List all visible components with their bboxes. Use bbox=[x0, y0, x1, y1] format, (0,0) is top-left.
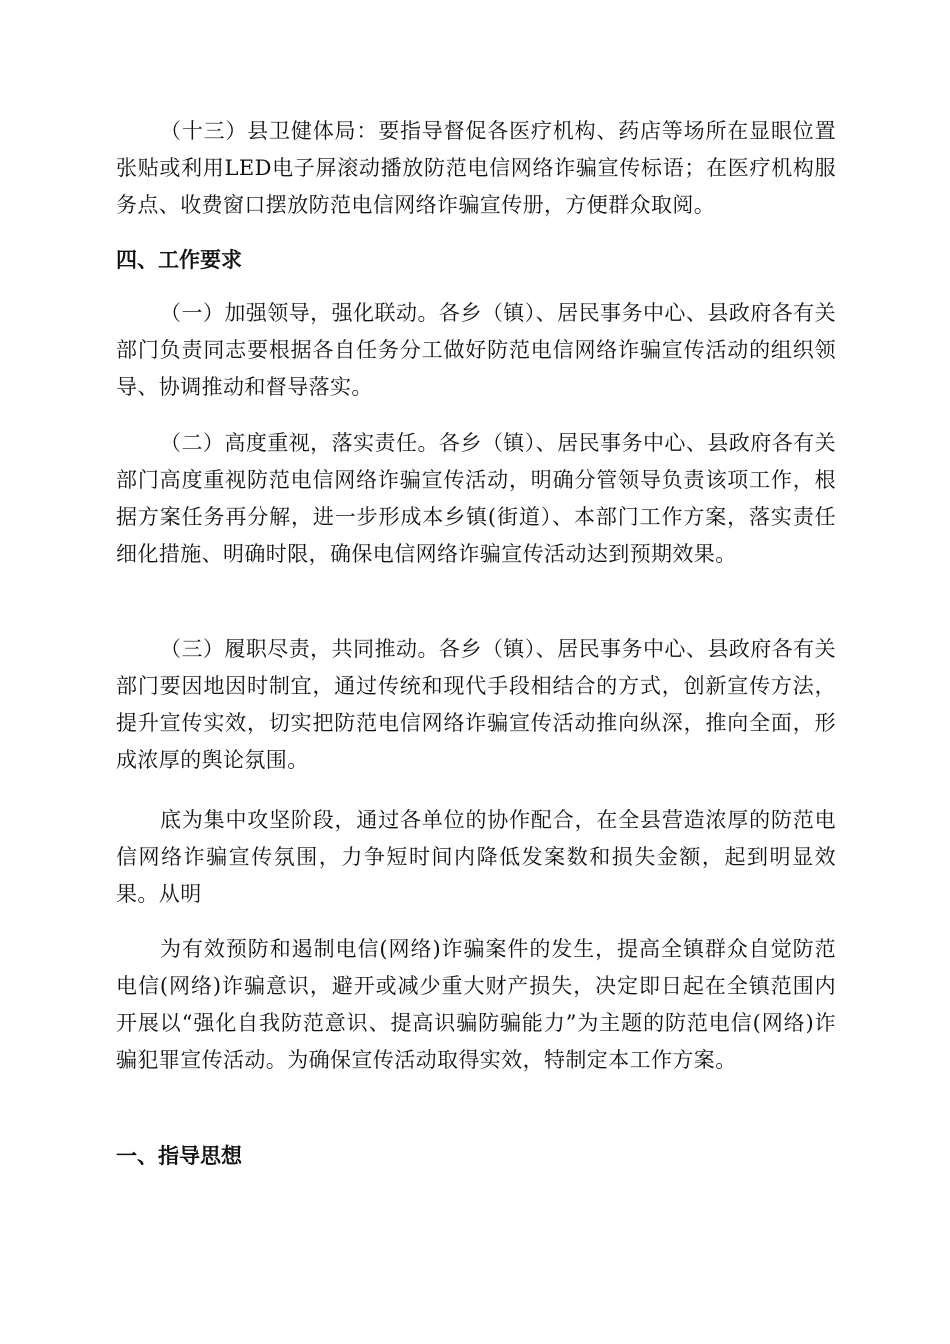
paragraph-introduction: 为有效预防和遏制电信(网络)诈骗案件的发生，提高全镇群众自觉防范电信(网络)诈骗意识，避开或减少重大财产损失，决定即日起在全镇范围内开展以“强化自我防范意识、提高识骗防骗能力”为主题的防范电信(网络)诈骗犯罪宣传活动。为确保宣传活动取得实效，特制定本工作方案。 bbox=[116, 937, 836, 1072]
paragraph-requirement-3: （三）履职尽责，共同推动。各乡（镇）、居民事务中心、县政府各有关部门要因地因时制宜，通过传统和现代手段相结合的方式，创新宣传方法，提升宣传实效，切实把防范电信网络诈骗宣传活动推向纵深，推向全面，形成浓厚的舆论氛围。 bbox=[116, 637, 836, 772]
paragraph-requirement-1: （一）加强领导，强化联动。各乡（镇）、居民事务中心、县政府各有关部门负责同志要根据各自任务分工做好防范电信网络诈骗宣传活动的组织领导、协调推动和督导落实。 bbox=[116, 301, 836, 399]
section-heading-work-requirements: 四、工作要求 bbox=[116, 248, 242, 272]
paragraph-health-bureau: （十三）县卫健体局：要指导督促各医疗机构、药店等场所在显眼位置张贴或利用LED电子屏滚动播放防范电信网络诈骗宣传标语；在医疗机构服务点、收费窗口摆放防范电信网络诈骗宣传册，方便群众取阅。 bbox=[116, 119, 836, 217]
paragraph-focus-stage: 底为集中攻坚阶段，通过各单位的协作配合，在全县营造浓厚的防范电信网络诈骗宣传氛围，力争短时间内降低发案数和损失金额，起到明显效果。从明 bbox=[116, 808, 836, 906]
paragraph-requirement-2: （二）高度重视，落实责任。各乡（镇）、居民事务中心、县政府各有关部门高度重视防范电信网络诈骗宣传活动，明确分管领导负责该项工作，根据方案任务再分解，进一步形成本乡镇(街道）、本部门工作方案，落实责任细化措施、明确时限，确保电信网络诈骗宣传活动达到预期效果。 bbox=[116, 431, 836, 566]
section-heading-guiding-thought: 一、指导思想 bbox=[116, 1144, 242, 1168]
